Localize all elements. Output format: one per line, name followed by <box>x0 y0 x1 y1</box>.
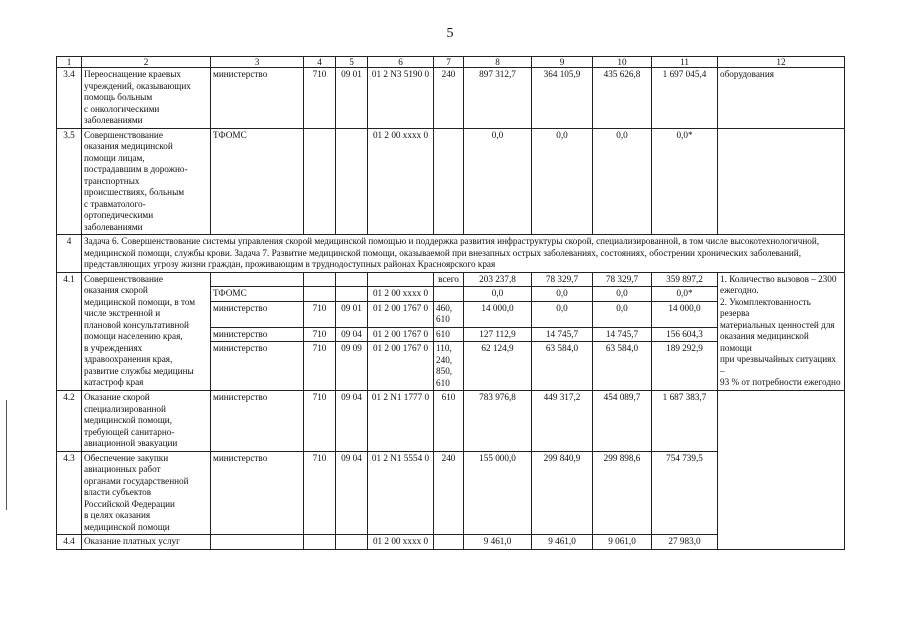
rzpr-code <box>336 535 368 550</box>
header-cell-12: 12 <box>718 57 845 68</box>
vr-code: 610 <box>434 391 464 452</box>
header-cell-6: 6 <box>368 57 434 68</box>
header-cell-3: 3 <box>211 57 304 68</box>
executor: ТФОМС <box>211 287 304 302</box>
value-year-3: 299 898,6 <box>593 451 652 535</box>
value-year-2: 9 461,0 <box>532 535 593 550</box>
value-year-3: 63 584,0 <box>593 342 652 391</box>
value-year-2: 449 317,2 <box>532 391 593 452</box>
header-cell-11: 11 <box>652 57 718 68</box>
vr-code <box>434 287 464 302</box>
expected-result: оборудования <box>718 68 845 129</box>
vr-code: 460, 610 <box>434 301 464 327</box>
value-year-1: 783 976,8 <box>464 391 532 452</box>
row-number: 4.2 <box>57 391 82 452</box>
header-cell-9: 9 <box>532 57 593 68</box>
row-number: 4.4 <box>57 535 82 550</box>
value-year-3: 14 745,7 <box>593 327 652 342</box>
value-year-3: 454 089,7 <box>593 391 652 452</box>
vr-code <box>434 535 464 550</box>
vr-code <box>434 128 464 235</box>
activity-name: Совершенствование оказания скорой медицинской помощи, в том числе экстренной и плановой консультативной помощи населению края, в учреждениях здравоохранения края, развитие службы медицины катастроф края <box>82 272 211 391</box>
grbs-code: 710 <box>304 327 336 342</box>
rzpr-code: 09 04 <box>336 451 368 535</box>
row-number: 3.5 <box>57 128 82 235</box>
header-cell-1: 1 <box>57 57 82 68</box>
rzpr-code <box>336 272 368 287</box>
value-year-2: 299 840,9 <box>532 451 593 535</box>
vr-total-label: всего <box>434 272 464 287</box>
csr-code: 01 2 N1 1777 0 <box>368 391 434 452</box>
executor <box>211 272 304 287</box>
activity-name: Обеспечение закупки авиационных работ органами государственной власти субъектов Российской Федерации в целях оказания медицинской помощи <box>82 451 211 535</box>
executor: министерство <box>211 342 304 391</box>
rzpr-code <box>336 287 368 302</box>
grbs-code <box>304 287 336 302</box>
value-year-1: 9 461,0 <box>464 535 532 550</box>
rzpr-code: 09 04 <box>336 327 368 342</box>
page-number: 5 <box>446 26 454 41</box>
value-total: 0,0* <box>652 287 718 302</box>
value-year-1: 203 237,8 <box>464 272 532 287</box>
rzpr-code: 09 04 <box>336 391 368 452</box>
executor: ТФОМС <box>211 128 304 235</box>
csr-code: 01 2 00 1767 0 <box>368 327 434 342</box>
value-year-3: 0,0 <box>593 301 652 327</box>
value-year-3: 435 626,8 <box>593 68 652 129</box>
scan-artifact-line <box>6 400 7 510</box>
grbs-code: 710 <box>304 342 336 391</box>
value-year-1: 0,0 <box>464 287 532 302</box>
table-row-4-2 <box>57 391 845 452</box>
csr-code: 01 2 N3 5190 0 <box>368 68 434 129</box>
value-year-2: 0,0 <box>532 128 593 235</box>
vr-code: 610 <box>434 327 464 342</box>
value-total: 189 292,9 <box>652 342 718 391</box>
grbs-code <box>304 535 336 550</box>
grbs-code: 710 <box>304 451 336 535</box>
value-year-1: 155 000,0 <box>464 451 532 535</box>
executor: министерство <box>211 68 304 129</box>
row-number: 4.1 <box>57 272 82 391</box>
value-total: 754 739,5 <box>652 451 718 535</box>
value-total: 359 897,2 <box>652 272 718 287</box>
row-number: 3.4 <box>57 68 82 129</box>
table-row-3-4 <box>57 68 845 129</box>
program-activities-table <box>56 56 845 550</box>
value-year-3: 78 329,7 <box>593 272 652 287</box>
executor: министерство <box>211 327 304 342</box>
grbs-code: 710 <box>304 391 336 452</box>
rzpr-code <box>336 128 368 235</box>
row-number: 4 <box>57 235 82 273</box>
header-row <box>57 57 845 68</box>
csr-code <box>368 272 434 287</box>
value-year-1: 14 000,0 <box>464 301 532 327</box>
value-year-2: 63 584,0 <box>532 342 593 391</box>
executor <box>211 535 304 550</box>
value-year-1: 0,0 <box>464 128 532 235</box>
header-cell-5: 5 <box>336 57 368 68</box>
csr-code: 01 2 00 xxxx 0 <box>368 128 434 235</box>
rzpr-code: 09 01 <box>336 301 368 327</box>
grbs-code <box>304 272 336 287</box>
value-year-2: 14 745,7 <box>532 327 593 342</box>
row-number: 4.3 <box>57 451 82 535</box>
value-total: 0,0* <box>652 128 718 235</box>
header-cell-7: 7 <box>434 57 464 68</box>
value-year-3: 0,0 <box>593 128 652 235</box>
expected-result <box>718 391 845 550</box>
expected-result <box>718 128 845 235</box>
activity-name: Переоснащение краевых учреждений, оказывающих помощь больным с онкологическими заболеваниями <box>82 68 211 129</box>
grbs-code: 710 <box>304 68 336 129</box>
value-total: 1 697 045,4 <box>652 68 718 129</box>
task-row-4 <box>57 235 845 273</box>
grbs-code <box>304 128 336 235</box>
csr-code: 01 2 00 1767 0 <box>368 301 434 327</box>
value-year-3: 0,0 <box>593 287 652 302</box>
executor: министерство <box>211 451 304 535</box>
value-total: 1 687 383,7 <box>652 391 718 452</box>
value-year-2: 0,0 <box>532 287 593 302</box>
activity-name: Совершенствование оказания медицинской помощи лицам, пострадавшим в дорожно- транспортных происшествиях, больным с травматолого- ортопедическими заболеваниями <box>82 128 211 235</box>
value-year-2: 0,0 <box>532 301 593 327</box>
expected-result: 1. Количество вызовов – 2300 ежегодно. 2. Укомплектованность резерва материальных ценностей для оказания медицинской помощи при чрезвычайных ситуациях – 93 % от потребности ежегодно <box>718 272 845 391</box>
header-cell-2: 2 <box>82 57 211 68</box>
value-year-1: 897 312,7 <box>464 68 532 129</box>
vr-code: 110, 240, 850, 610 <box>434 342 464 391</box>
value-year-3: 9 061,0 <box>593 535 652 550</box>
vr-code: 240 <box>434 68 464 129</box>
rzpr-code: 09 01 <box>336 68 368 129</box>
csr-code: 01 2 00 xxxx 0 <box>368 287 434 302</box>
header-cell-10: 10 <box>593 57 652 68</box>
table-row-3-5 <box>57 128 845 235</box>
csr-code: 01 2 N1 5554 0 <box>368 451 434 535</box>
value-year-2: 78 329,7 <box>532 272 593 287</box>
csr-code: 01 2 00 xxxx 0 <box>368 535 434 550</box>
value-total: 156 604,3 <box>652 327 718 342</box>
task-description: Задача 6. Совершенствование системы управления скорой медицинской помощью и поддержка развития инфраструктуры скорой, специализированной, в том числе высокотехнологичной, медицинской помощи, службы крови. Задача 7. Развитие медицинской помощи, оказываемой при внезапных острых заболеваниях, состояниях, обострении хронических заболеваний, представляющих угрозу жизни граждан, проживающим в труднодоступных районах Красноярского края <box>82 235 845 273</box>
value-year-1: 127 112,9 <box>464 327 532 342</box>
activity-name: Оказание платных услуг <box>82 535 211 550</box>
activity-name: Оказание скорой специализированной медицинской помощи, требующей санитарно- авиационной эвакуации <box>82 391 211 452</box>
table-row-4-1-total <box>57 272 845 287</box>
grbs-code: 710 <box>304 301 336 327</box>
header-cell-8: 8 <box>464 57 532 68</box>
value-year-2: 364 105,9 <box>532 68 593 129</box>
executor: министерство <box>211 391 304 452</box>
value-total: 27 983,0 <box>652 535 718 550</box>
executor: министерство <box>211 301 304 327</box>
value-year-1: 62 124,9 <box>464 342 532 391</box>
rzpr-code: 09 09 <box>336 342 368 391</box>
vr-code: 240 <box>434 451 464 535</box>
value-total: 14 000,0 <box>652 301 718 327</box>
header-cell-4: 4 <box>304 57 336 68</box>
csr-code: 01 2 00 1767 0 <box>368 342 434 391</box>
